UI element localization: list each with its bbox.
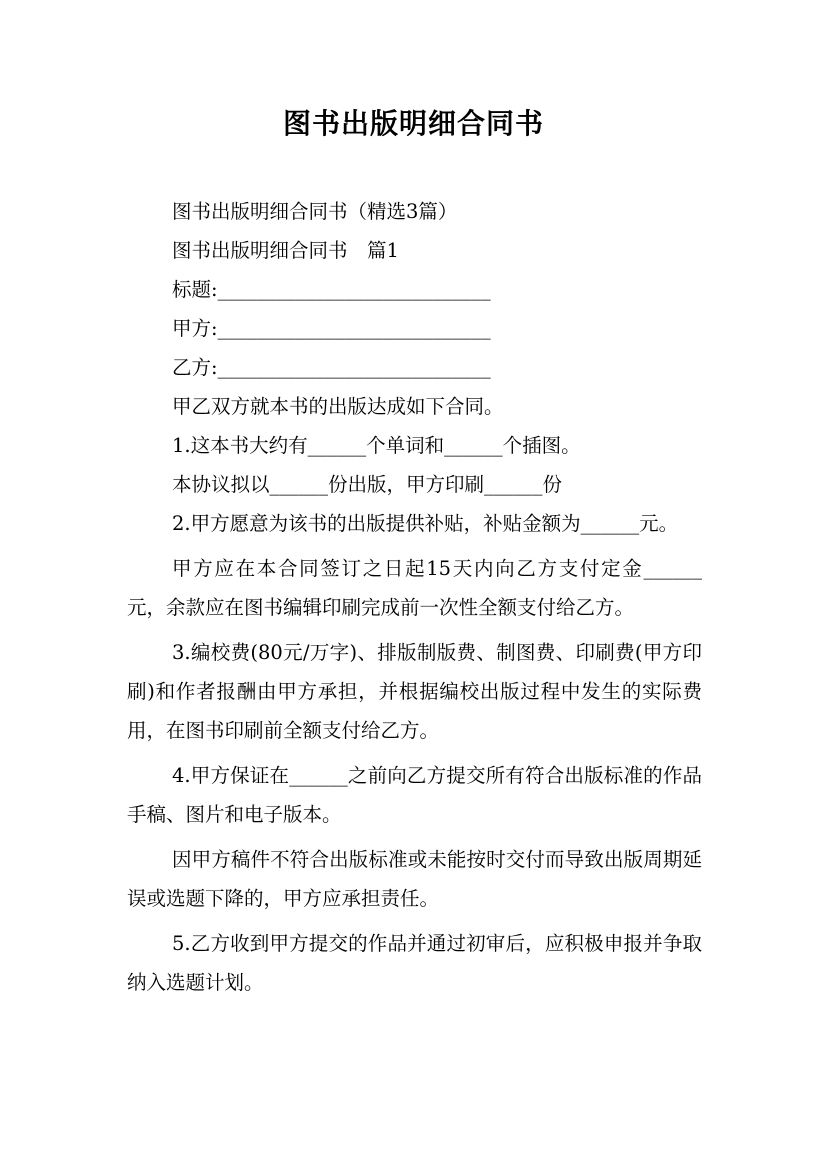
document-body xyxy=(127,192,702,1002)
title-field-line: 标题:____________________________ xyxy=(172,278,491,301)
clause-2: 2.甲方愿意为该书的出版提供补贴，补贴金额为______元。 xyxy=(172,512,679,535)
clause-3: 3.编校费(80元/万字)、排版制版费、制图费、印刷费(甲方印刷)和作者报酬由甲方承担，并根据编校出版过程中发生的实际费用，在图书印刷前全额支付给乙方。 xyxy=(127,641,702,742)
subtitle-line: 图书出版明细合同书（精选3篇） xyxy=(172,200,458,223)
party-b-field-line: 乙方:____________________________ xyxy=(172,356,491,379)
clause-1-print-run: 本协议拟以______份出版，甲方印刷______份 xyxy=(172,473,563,496)
section-heading: 图书出版明细合同书 篇1 xyxy=(172,239,399,262)
page-title: 图书出版明细合同书 xyxy=(282,107,544,140)
clause-5: 5.乙方收到甲方提交的作品并通过初审后，应积极申报并争取纳入选题计划。 xyxy=(127,932,702,994)
party-a-field-line: 甲方:____________________________ xyxy=(172,317,491,340)
clause-4: 4.甲方保证在______之前向乙方提交所有符合出版标准的作品手稿、图片和电子版本。 xyxy=(127,764,702,826)
clause-4-liability: 因甲方稿件不符合出版标准或未能按时交付而导致出版周期延误或选题下降的，甲方应承担责任。 xyxy=(127,848,702,910)
clause-1: 1.这本书大约有______个单词和______个插图。 xyxy=(172,434,581,457)
clause-2-deposit: 甲方应在本合同签订之日起15天内向乙方支付定金______元，余款应在图书编辑印刷完成前一次性全额支付给乙方。 xyxy=(127,557,702,619)
intro-paragraph: 甲乙双方就本书的出版达成如下合同。 xyxy=(172,395,504,418)
